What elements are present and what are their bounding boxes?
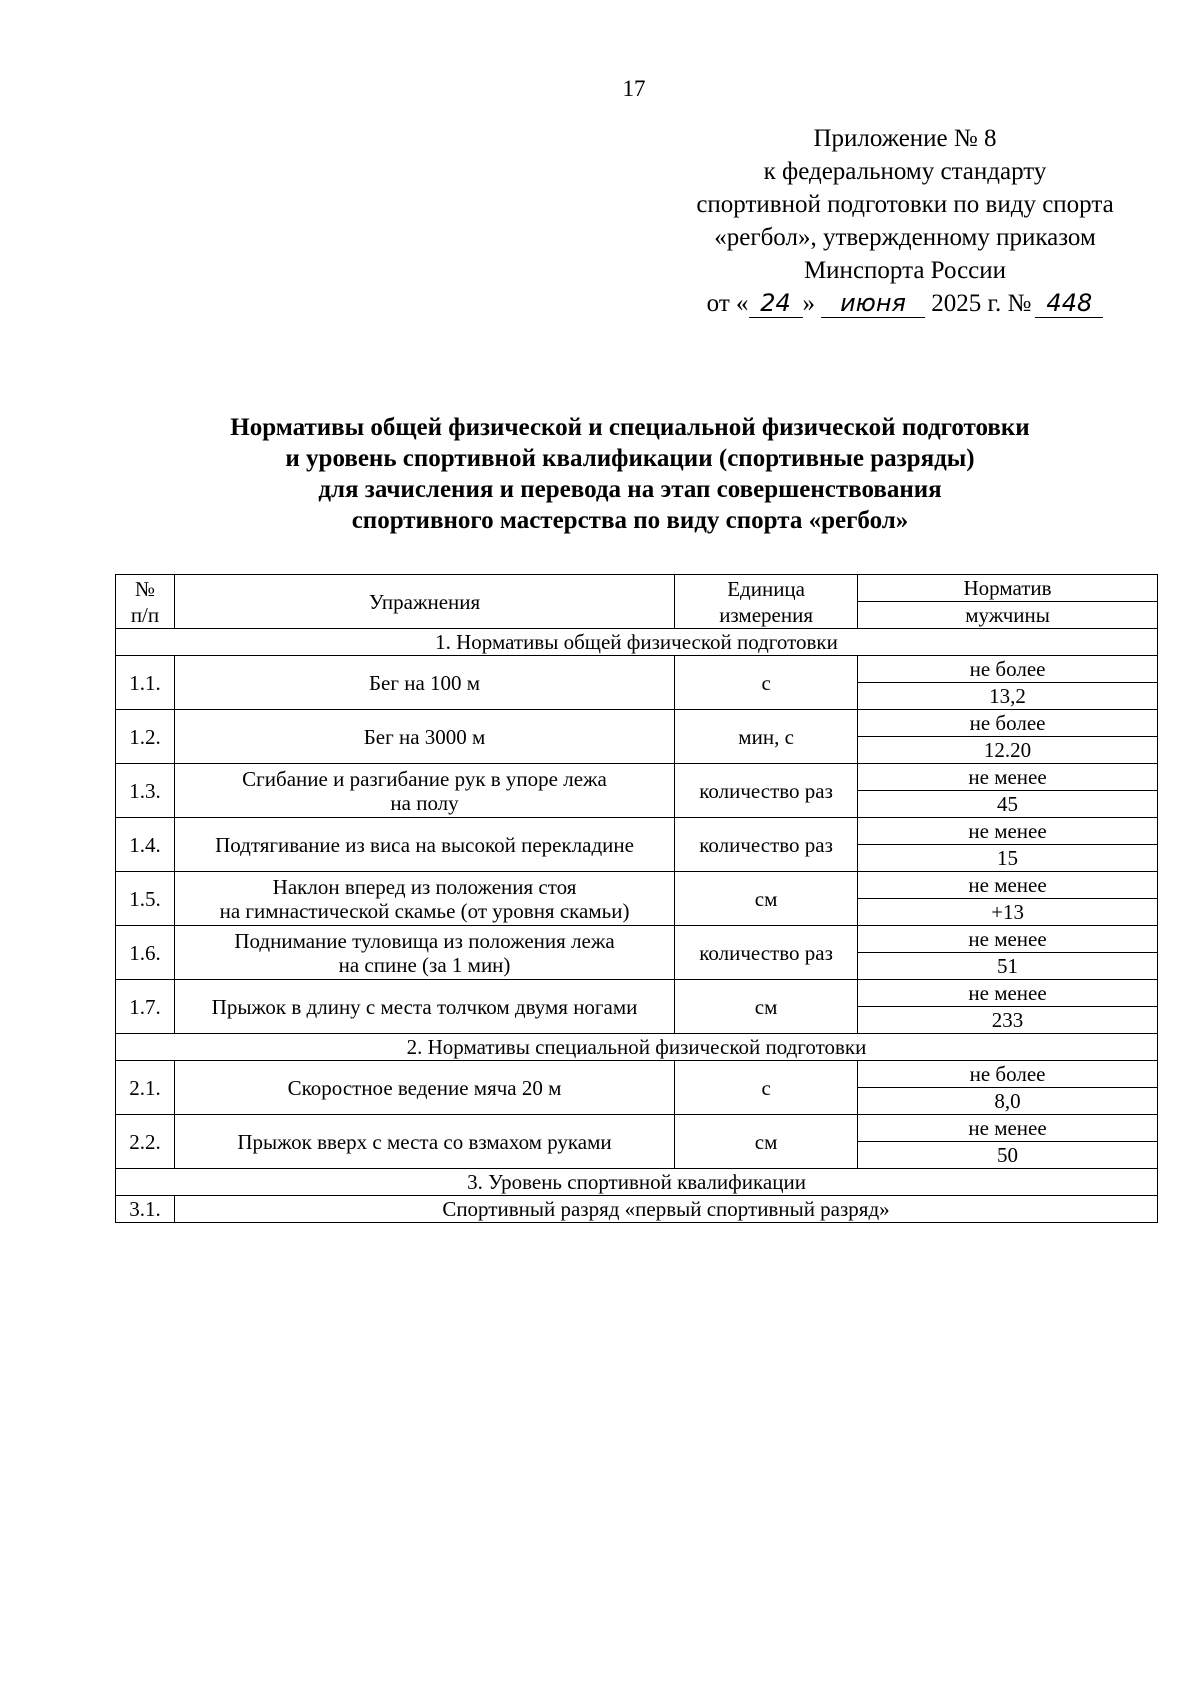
row-value: 8,0 [858,1088,1158,1115]
date-prefix: от « [706,290,749,317]
row-number: 1.5. [116,872,175,926]
row-exercise: Бег на 3000 м [174,710,674,764]
page-number: 17 [622,76,646,101]
row-condition: не более [858,710,1158,737]
table-row [116,980,1158,1007]
row-value: 51 [858,953,1158,980]
header-unit: Единица измерения [675,575,858,629]
row-number: 1.7. [116,980,175,1034]
row-number: 3.1. [116,1196,175,1223]
appendix-line: к федеральному стандарту [763,158,1047,185]
table-row [116,710,1158,737]
row-condition: не более [858,1061,1158,1088]
date-year: 2025 г. № [931,290,1032,317]
row-number: 1.1. [116,656,175,710]
title-line: спортивного мастерства по виду спорта «регбол» [351,507,909,534]
row-condition: не менее [858,980,1158,1007]
row-unit: мин, с [675,710,858,764]
row-condition: не менее [858,764,1158,791]
row-number: 1.4. [116,818,175,872]
table-row [116,1196,1158,1223]
row-value: 50 [858,1142,1158,1169]
row-condition: не менее [858,872,1158,899]
row-value: 45 [858,791,1158,818]
handwritten-order-number: 448 [1035,287,1103,320]
row-number: 2.2. [116,1115,175,1169]
appendix-block [655,122,1155,320]
section-title: 1. Нормативы общей физической подготовки [116,629,1158,656]
row-number: 1.6. [116,926,175,980]
appendix-date-line [655,287,1155,320]
row-condition: не менее [858,1115,1158,1142]
section-title: 2. Нормативы специальной физической подготовки [116,1034,1158,1061]
row-unit: см [675,980,858,1034]
title-line: для зачисления и перевода на этап совершенствования [318,476,942,503]
row-exercise: Подтягивание из виса на высокой перекладине [174,818,674,872]
header-norm: Норматив [858,575,1158,602]
table-row [116,764,1158,791]
handwritten-month: июня [821,287,925,320]
row-value: 13,2 [858,683,1158,710]
row-value: 233 [858,1007,1158,1034]
row-value: +13 [858,899,1158,926]
table-header-row [116,575,1158,602]
appendix-line: Приложение № 8 [813,125,997,152]
title-line: и уровень спортивной квалификации (спортивные разряды) [285,445,975,472]
row-value: 12.20 [858,737,1158,764]
row-unit: количество раз [675,764,858,818]
row-exercise: Наклон вперед из положения стоя на гимнастической скамье (от уровня скамьи) [174,872,674,926]
handwritten-day: 24 [749,287,803,320]
row-exercise: Бег на 100 м [174,656,674,710]
row-exercise: Сгибание и разгибание рук в упоре лежа на полу [174,764,674,818]
section-row [116,1169,1158,1196]
table-row [116,872,1158,899]
header-men: мужчины [858,602,1158,629]
row-unit: количество раз [675,818,858,872]
document-title [120,412,1140,536]
appendix-line: спортивной подготовки по виду спорта [696,191,1114,218]
table-row [116,656,1158,683]
row-exercise: Прыжок в длину с места толчком двумя ногами [174,980,674,1034]
table-row [116,1061,1158,1088]
row-value: 15 [858,845,1158,872]
row-number: 1.3. [116,764,175,818]
row-unit: см [675,1115,858,1169]
date-quote-close: » [802,290,816,317]
row-exercise: Поднимание туловища из положения лежа на спине (за 1 мин) [174,926,674,980]
table-row [116,1115,1158,1142]
header-exercise: Упражнения [174,575,674,629]
appendix-line: «регбол», утвержденному приказом [714,224,1096,251]
row-unit: количество раз [675,926,858,980]
row-condition: не менее [858,926,1158,953]
table-row [116,818,1158,845]
header-num: № п/п [116,575,175,629]
row-condition: не менее [858,818,1158,845]
row-condition: не более [858,656,1158,683]
row-qualification: Спортивный разряд «первый спортивный разряд» [174,1196,1157,1223]
norms-table [115,574,1158,1223]
row-unit: с [675,1061,858,1115]
title-line: Нормативы общей физической и специальной физической подготовки [230,414,1030,441]
row-unit: с [675,656,858,710]
section-row [116,1034,1158,1061]
section-row [116,629,1158,656]
section-title: 3. Уровень спортивной квалификации [116,1169,1158,1196]
appendix-line: Минспорта России [803,257,1007,284]
row-exercise: Скоростное ведение мяча 20 м [174,1061,674,1115]
row-number: 1.2. [116,710,175,764]
row-unit: см [675,872,858,926]
row-exercise: Прыжок вверх с места со взмахом руками [174,1115,674,1169]
table-row [116,926,1158,953]
row-number: 2.1. [116,1061,175,1115]
norms-table-body [116,575,1158,1223]
